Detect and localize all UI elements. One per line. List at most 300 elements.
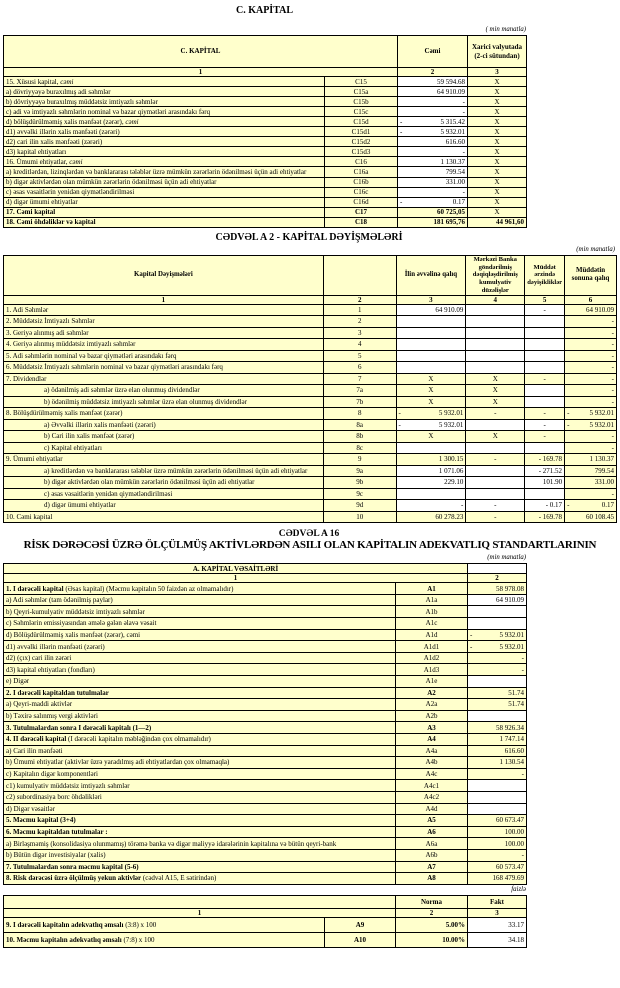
row-label: 2. I dərəcəli kapitaldan tutulmalar <box>4 687 396 699</box>
value-cell: X <box>396 373 466 385</box>
row-code: C16b <box>325 177 398 187</box>
row-code: 8 <box>323 408 396 420</box>
row-label: b) dövriyyəyə buraxılmış müddətsiz imtiyazlı səhmlər <box>4 97 325 107</box>
value-cell: - <box>565 339 617 351</box>
capital-header-row <box>4 36 527 68</box>
row-code: C17 <box>325 207 398 217</box>
row-code: 6 <box>323 362 396 374</box>
capital-colnum-row <box>4 68 527 77</box>
table-row <box>4 350 617 362</box>
column-header-fakt: Fakt <box>468 895 527 908</box>
value-cell <box>468 780 527 792</box>
a16-header-title: A. KAPİTAL VƏSAİTLƏRİ <box>4 564 468 574</box>
row-code: 7a <box>323 385 396 397</box>
table-row <box>4 791 527 803</box>
section-title-capital: C. KAPİTAL <box>235 5 294 16</box>
row-code: A4c1 <box>396 780 468 792</box>
row-code: C15b <box>325 97 398 107</box>
table-row <box>4 606 527 618</box>
colnum: 4 <box>466 295 525 304</box>
value-cell: - <box>565 488 617 500</box>
a16-colnum-row <box>4 574 527 583</box>
row-label: b) ödənilmiş müddətsiz imtiyazlı səhmlər üzrə elan olunmuş dividendlər <box>4 396 324 408</box>
value-cell: X <box>468 97 527 107</box>
value-cell: - 5 932.01 <box>396 419 466 431</box>
value-cell <box>396 350 466 362</box>
row-code: 3 <box>323 327 396 339</box>
value-cell: - <box>398 107 468 117</box>
value-cell: 33.17 <box>468 917 527 932</box>
value-cell: 60 108.45 <box>565 511 617 523</box>
row-label: b) digər aktivlərdən olan mümkün zərərlərin ödənilməsi üçün adi ehtiyatlar <box>4 177 325 187</box>
value-cell: - 0.17 <box>398 197 468 207</box>
row-label: 1. I dərəcəli kapital (Əsas kapital) (Məcmu kapitalın 50 faizdən az olmamalıdır) <box>4 583 396 595</box>
value-cell: 1 071.06 <box>396 465 466 477</box>
row-label: d) bölüşdürülməmiş xalis mənfəət (zərər), cəmi <box>4 117 325 127</box>
table-row <box>4 757 527 769</box>
value-cell: 64 910.09 <box>468 594 527 606</box>
column-header-label: Kapital Dəyişmələri <box>4 255 324 295</box>
value-cell: - <box>398 97 468 107</box>
value-cell: 10.00% <box>396 932 468 947</box>
value-cell: 1 130.37 <box>565 454 617 466</box>
value-cell: 331.00 <box>398 177 468 187</box>
adequacy-header-row <box>4 895 527 908</box>
row-code: A1d1 <box>396 641 468 653</box>
value-cell <box>468 618 527 630</box>
colnum: 3 <box>396 295 466 304</box>
row-code: A4b <box>396 757 468 769</box>
value-cell: 101.90 <box>525 477 565 489</box>
value-cell: - 5 932.01 <box>398 127 468 137</box>
table-row <box>4 618 527 630</box>
row-code: 7b <box>323 396 396 408</box>
table-row <box>4 629 527 641</box>
value-cell <box>466 362 525 374</box>
colnum: 1 <box>4 574 468 583</box>
row-label: b) Qeyri-kumulyativ müddətsiz imtiyazlı səhmlər <box>4 606 396 618</box>
colnum: 2 <box>398 68 468 77</box>
table-row <box>4 316 617 328</box>
row-label: d) digər ümumi ehtiyatlar <box>4 500 324 512</box>
value-cell: - <box>466 500 525 512</box>
table-row <box>4 454 617 466</box>
value-cell <box>468 676 527 688</box>
row-label: 4. Geriyə alınmış müddətsiz imtiyazlı səhmlər <box>4 339 324 351</box>
table-row <box>4 117 527 127</box>
row-label: 9. I dərəcəli kapitalın adekvatlıq əmsalı (3:8) x 100 <box>4 917 325 932</box>
table-row <box>4 641 527 653</box>
value-cell: - <box>565 385 617 397</box>
row-code: A9 <box>325 917 396 932</box>
value-cell <box>525 488 565 500</box>
table-row <box>4 803 527 815</box>
value-cell: X <box>468 157 527 167</box>
value-cell <box>396 327 466 339</box>
value-cell: X <box>468 167 527 177</box>
colnum: 1 <box>4 68 398 77</box>
column-header-closing: Müddətin sonuna qalıq <box>565 255 617 295</box>
value-cell <box>396 316 466 328</box>
row-code: 9c <box>323 488 396 500</box>
row-code: A1b <box>396 606 468 618</box>
row-label: a) Adi səhmlər (tam ödənilmiş paylar) <box>4 594 396 606</box>
value-cell: 34.18 <box>468 932 527 947</box>
row-code: A1a <box>396 594 468 606</box>
value-cell: X <box>466 373 525 385</box>
table-row <box>4 815 527 827</box>
value-cell: X <box>396 385 466 397</box>
table-row <box>4 745 527 757</box>
row-label: a) Qeyri-maddi aktivlər <box>4 699 396 711</box>
row-code: C15 <box>325 77 398 87</box>
row-label: 18. Cəmi öhdəliklər və kapital <box>4 217 325 227</box>
row-code: A2 <box>396 687 468 699</box>
row-label: c) Kapital ehtiyatları <box>4 442 324 454</box>
row-code: A1d2 <box>396 652 468 664</box>
row-label: a) dövriyyəyə buraxılmış adi səhmlər <box>4 87 325 97</box>
value-cell: 64 910.09 <box>398 87 468 97</box>
value-cell <box>525 442 565 454</box>
table-row <box>4 780 527 792</box>
table-row <box>4 477 617 489</box>
value-cell <box>466 339 525 351</box>
value-cell: - <box>466 408 525 420</box>
value-cell: - <box>466 511 525 523</box>
value-cell <box>468 803 527 815</box>
value-cell <box>466 316 525 328</box>
colnum: 6 <box>565 295 617 304</box>
value-cell <box>396 339 466 351</box>
value-cell: 58 926.34 <box>468 722 527 734</box>
row-code: 7 <box>323 373 396 385</box>
table-row <box>4 676 527 688</box>
table-row <box>4 107 527 117</box>
row-code: A7 <box>396 861 468 873</box>
table-row <box>4 932 527 947</box>
a16-capital-table <box>3 563 527 885</box>
row-label: 6. Müddətsiz İmtiyazlı səhmlərin nominal və bazar qiymətləri arasındakı fərq <box>4 362 324 374</box>
row-label: a) Cari ilin mənfəəti <box>4 745 396 757</box>
table-row <box>4 408 617 420</box>
value-cell: - <box>565 327 617 339</box>
row-code: 9b <box>323 477 396 489</box>
row-label: 2. Müddətsiz İmtiyazlı Səhmlər <box>4 316 324 328</box>
table-row <box>4 488 617 500</box>
value-cell: - 5 315.42 <box>398 117 468 127</box>
row-label: d2) cari ilin xalis mənfəəti (zərəri) <box>4 137 325 147</box>
row-label: d3) kapital ehtiyatları (fondları) <box>4 664 396 676</box>
colnum: 2 <box>468 574 527 583</box>
colnum: 2 <box>396 908 468 917</box>
row-label: a) Əvvəlki illərin xalis mənfəəti (zərəri) <box>4 419 324 431</box>
row-code: A8 <box>396 873 468 885</box>
value-cell <box>525 396 565 408</box>
colnum: 3 <box>468 68 527 77</box>
value-cell: - <box>396 500 466 512</box>
value-cell <box>525 316 565 328</box>
value-cell: 229.10 <box>396 477 466 489</box>
value-cell: - 169.78 <box>525 454 565 466</box>
value-cell: 1 130.54 <box>468 757 527 769</box>
row-code: C15d1 <box>325 127 398 137</box>
colnum: 1 <box>4 295 324 304</box>
colnum: 1 <box>4 908 396 917</box>
table-row <box>4 304 617 316</box>
row-code: A1e <box>396 676 468 688</box>
row-code: 10 <box>323 511 396 523</box>
value-cell: - <box>525 304 565 316</box>
column-header-period-change: Müddət ərzində dəyişikliklər <box>525 255 565 295</box>
row-label: c) əsas vəsaitlərin yenidən qiymətləndirilməsi <box>4 488 324 500</box>
colnum: 5 <box>525 295 565 304</box>
value-cell <box>466 442 525 454</box>
value-cell: 51.74 <box>468 699 527 711</box>
row-code: A1d3 <box>396 664 468 676</box>
table-row <box>4 465 617 477</box>
row-label: 3. Tutulmalardan sonra I dərəcəli kapitalı (1—2) <box>4 722 396 734</box>
colnum: 2 <box>323 295 396 304</box>
capital-changes-table <box>3 255 617 523</box>
value-cell: 59 594.68 <box>398 77 468 87</box>
table-row <box>4 396 617 408</box>
table-row <box>4 838 527 850</box>
value-cell: X <box>396 431 466 443</box>
changes-colnum-row <box>4 295 617 304</box>
row-label: a) ödənilmiş adi səhmlər üzrə elan olunmuş dividendlər <box>4 385 324 397</box>
section-title-a16-line1: CƏDVƏL A 16 <box>278 529 340 540</box>
row-code: C16a <box>325 167 398 177</box>
colnum: 3 <box>468 908 527 917</box>
value-cell: - 5 932.01 <box>468 641 527 653</box>
table-row <box>4 137 527 147</box>
value-cell <box>525 339 565 351</box>
row-code: A4d <box>396 803 468 815</box>
table-row <box>4 157 527 167</box>
value-cell <box>466 419 525 431</box>
row-code: 2 <box>323 316 396 328</box>
row-code: A4c2 <box>396 791 468 803</box>
row-code: 9 <box>323 454 396 466</box>
section-title-a16-line2: RİSK DƏRƏCƏSİ ÜZRƏ ÖLÇÜLMÜŞ AKTİVLƏRDƏN ASILI OLAN KAPİTALIN ADEKVATLIQ STANDARTLARININ <box>23 539 597 552</box>
adequacy-header-empty <box>4 895 396 908</box>
value-cell: 181 695,76 <box>398 217 468 227</box>
row-code: 8a <box>323 419 396 431</box>
table-row <box>4 594 527 606</box>
value-cell: - 5 932.01 <box>565 408 617 420</box>
row-label: b) Ümumi ehtiyatlar (aktivlər üzrə yaradılmış adi ehtiyatlardan çox olmamaqla) <box>4 757 396 769</box>
row-code: A1d <box>396 629 468 641</box>
row-label: 10. Cəmi kapital <box>4 511 324 523</box>
value-cell: 64 910.09 <box>565 304 617 316</box>
value-cell <box>468 791 527 803</box>
column-header-opening: İlin əvvəlinə qalıq <box>396 255 466 295</box>
capital-header-title: C. KAPİTAL <box>4 36 398 68</box>
row-code: C18 <box>325 217 398 227</box>
row-label: 1. Adi Səhmlər <box>4 304 324 316</box>
table-row <box>4 826 527 838</box>
capital-table <box>3 35 527 228</box>
value-cell: 799.54 <box>398 167 468 177</box>
row-code: A2b <box>396 710 468 722</box>
value-cell: - 5 932.01 <box>468 629 527 641</box>
value-cell: X <box>468 147 527 157</box>
row-code: 5 <box>323 350 396 362</box>
table-row <box>4 768 527 780</box>
value-cell <box>396 362 466 374</box>
row-label: b) Bütün digər investisiyalar (xalis) <box>4 849 396 861</box>
row-code: 8c <box>323 442 396 454</box>
row-code: A10 <box>325 932 396 947</box>
row-code: 9d <box>323 500 396 512</box>
table-row <box>4 687 527 699</box>
table-row <box>4 583 527 595</box>
value-cell: X <box>466 385 525 397</box>
value-cell: X <box>468 137 527 147</box>
value-cell <box>466 488 525 500</box>
column-header-cbar-adjust: Mərkəzi Banka göndərilmiş dəqiqləşdirilmiş kumulyativ düzəlişlər <box>466 255 525 295</box>
value-cell: 64 910.09 <box>396 304 466 316</box>
value-cell: 60 573.47 <box>468 861 527 873</box>
value-cell <box>466 350 525 362</box>
column-header-cemi: Cəmi <box>398 36 468 68</box>
value-cell: - <box>565 350 617 362</box>
value-cell: - <box>468 652 527 664</box>
row-label: 3. Geriyə alınmış adi səhmlər <box>4 327 324 339</box>
column-header-code <box>323 255 396 295</box>
table-row <box>4 87 527 97</box>
value-cell: - 5 932.01 <box>396 408 466 420</box>
value-cell: 799.54 <box>565 465 617 477</box>
row-code: A2a <box>396 699 468 711</box>
row-code: A5 <box>396 815 468 827</box>
value-cell <box>466 327 525 339</box>
row-label: a) Birləşməmiş (konsolidasiya olunmamış) törəmə banka və digər maliyyə idarələrinin kapitalına və bütün qeyri-bank <box>4 838 396 850</box>
value-cell: - 271.52 <box>525 465 565 477</box>
row-label: c1) kumulyativ müddətsiz imtiyazlı səhmlər <box>4 780 396 792</box>
value-cell <box>468 710 527 722</box>
value-cell: - <box>525 373 565 385</box>
value-cell: X <box>468 127 527 137</box>
value-cell: 1 130.37 <box>398 157 468 167</box>
row-label: b) Cari ilin xalis mənfəət (zərər) <box>4 431 324 443</box>
row-label: 15. Xüsusi kapital, cəmi <box>4 77 325 87</box>
value-cell: - <box>565 316 617 328</box>
value-cell: 1 300.15 <box>396 454 466 466</box>
row-label: c2) subordinasiya borc öhdəlikləri <box>4 791 396 803</box>
value-cell: 100.00 <box>468 838 527 850</box>
row-code: 4 <box>323 339 396 351</box>
table-row <box>4 167 527 177</box>
a16-header-empty <box>468 564 527 574</box>
value-cell: - <box>565 442 617 454</box>
value-cell: 60 673.47 <box>468 815 527 827</box>
value-cell <box>466 477 525 489</box>
value-cell: 616.60 <box>468 745 527 757</box>
section-title-a2: CƏDVƏL A 2 - KAPİTAL DƏYİŞMƏLƏRİ <box>215 231 403 243</box>
row-label: a) kreditlərdən, lizinqlərdən və banklararası tələblər üzrə mümkün zərərlərin ödənilməsi üçün adi ehtiyatlar <box>4 167 325 177</box>
table-row <box>4 699 527 711</box>
value-cell: - 0.17 <box>525 500 565 512</box>
table-row <box>4 419 617 431</box>
value-cell <box>525 362 565 374</box>
row-label: 17. Cəmi kapital <box>4 207 325 217</box>
table-row <box>4 327 617 339</box>
value-cell: X <box>468 177 527 187</box>
value-cell: - <box>525 408 565 420</box>
table-row <box>4 431 617 443</box>
value-cell: X <box>396 396 466 408</box>
table-row <box>4 734 527 746</box>
value-cell: X <box>468 197 527 207</box>
value-cell <box>525 350 565 362</box>
value-cell <box>525 385 565 397</box>
value-cell: - <box>565 362 617 374</box>
value-cell: - <box>525 431 565 443</box>
table-row <box>4 664 527 676</box>
table-row <box>4 197 527 207</box>
row-label: c) Kapitalın digər komponentləri <box>4 768 396 780</box>
table-row <box>4 917 527 932</box>
value-cell: X <box>468 77 527 87</box>
value-cell: - <box>565 396 617 408</box>
row-code: A6 <box>396 826 468 838</box>
value-cell: - <box>468 849 527 861</box>
value-cell: X <box>466 431 525 443</box>
table-row <box>4 77 527 87</box>
value-cell: X <box>468 117 527 127</box>
row-code: A1c <box>396 618 468 630</box>
unit-note-a16: (min manatla) <box>487 554 526 562</box>
table-row <box>4 127 527 137</box>
a16-header-row <box>4 564 527 574</box>
row-label: a) kreditlərdən və banklararası tələblər üzrə mümkün zərərlərin ödənilməsi üçün adi ehtiyatlar <box>4 465 324 477</box>
value-cell <box>466 465 525 477</box>
row-code: 1 <box>323 304 396 316</box>
row-code: C16c <box>325 187 398 197</box>
row-code: A6a <box>396 838 468 850</box>
changes-header-row <box>4 255 617 295</box>
row-label: b) digər aktivlərdən olan mümkün zərərlərin ödənilməsi üçün adi ehtiyatlar <box>4 477 324 489</box>
row-label: 5. Adi səhmlərin nominal və bazar qiymətləri arasındakı fərq <box>4 350 324 362</box>
row-code: C16d <box>325 197 398 207</box>
value-cell <box>396 488 466 500</box>
value-cell: - <box>398 187 468 197</box>
row-code: C15a <box>325 87 398 97</box>
table-row <box>4 511 617 523</box>
column-header-norma: Norma <box>396 895 468 908</box>
value-cell: 51.74 <box>468 687 527 699</box>
row-label: d) Bölüşdürülməmiş xalis mənfəət (zərər), cəmi <box>4 629 396 641</box>
value-cell: 168 479.69 <box>468 873 527 885</box>
row-label: d) digər ümumi ehtiyatlar <box>4 197 325 207</box>
table-row <box>4 385 617 397</box>
row-label: d3) kapital ehtiyatları <box>4 147 325 157</box>
table-row <box>4 849 527 861</box>
value-cell: - 5 932.01 <box>565 419 617 431</box>
adequacy-ratios-table <box>3 895 527 948</box>
value-cell <box>525 327 565 339</box>
row-code: A1 <box>396 583 468 595</box>
row-code: A4 <box>396 734 468 746</box>
table-row <box>4 339 617 351</box>
value-cell: - <box>525 419 565 431</box>
unit-note-a2: (min manatla) <box>576 245 615 253</box>
value-cell: - <box>468 664 527 676</box>
value-cell: 5.00% <box>396 917 468 932</box>
row-code: C15c <box>325 107 398 117</box>
table-row <box>4 710 527 722</box>
